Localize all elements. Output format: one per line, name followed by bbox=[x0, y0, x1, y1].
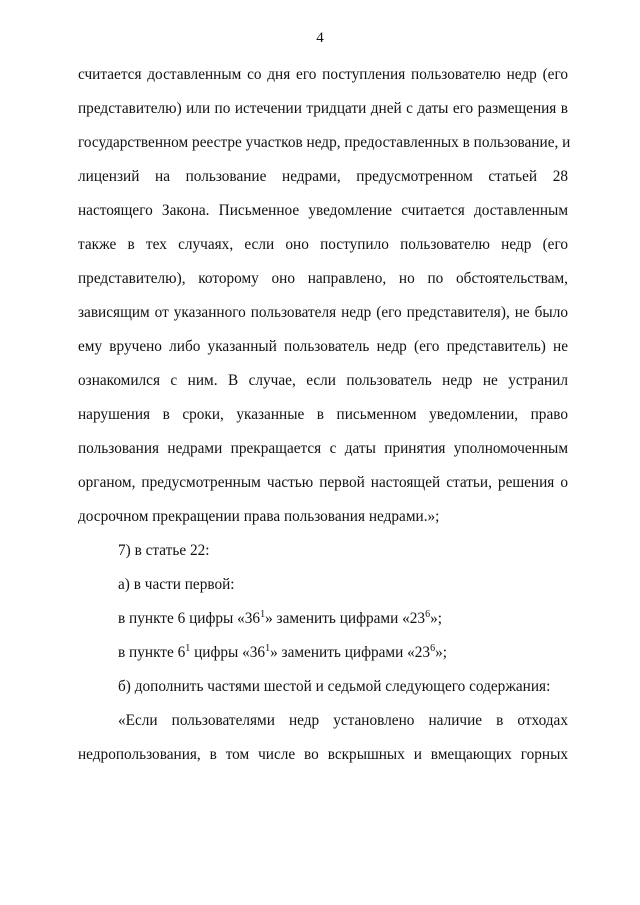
text-line: досрочном прекращении права пользования недрами.»; bbox=[78, 508, 440, 525]
point6-text-middle: » заменить цифрами «23 bbox=[265, 610, 426, 627]
point6-text-after: »; bbox=[430, 610, 442, 627]
point61-text-after: »; bbox=[435, 644, 447, 661]
amendment-point-6 bbox=[78, 602, 568, 636]
text-line: органом, предусмотренным частью первой настоящей статьи, решения о bbox=[78, 474, 568, 491]
document-body bbox=[78, 58, 571, 772]
text-line: нарушения в сроки, указанные в письменном уведомлении, право bbox=[78, 406, 568, 423]
item-b-heading: б) дополнить частями шестой и седьмой следующего содержания: bbox=[118, 678, 551, 695]
point61-text-before: в пункте 6 bbox=[118, 644, 186, 661]
text-line: представителю) или по истечении тридцати дней с даты его размещения в bbox=[78, 100, 568, 117]
text-line: представителю), которому оно направлено, но по обстоятельствам, bbox=[78, 270, 568, 287]
amendment-point-6-1 bbox=[78, 636, 568, 670]
superscript: 1 bbox=[260, 608, 266, 620]
point6-text-before: в пункте 6 цифры «36 bbox=[118, 610, 261, 627]
text-line: считается доставленным со дня его поступления пользователю недр (его bbox=[78, 66, 568, 83]
superscript: 1 bbox=[185, 642, 191, 654]
text-line: также в тех случаях, если оно поступило пользователю недр (его bbox=[78, 236, 568, 253]
text-line: пользования недрами прекращается с даты принятия уполномоченным bbox=[78, 440, 568, 457]
text-line: ему вручено либо указанный пользователь недр (его представитель) не bbox=[78, 338, 568, 355]
text-line: лицензий на пользование недрами, предусмотренном статьей 28 bbox=[78, 168, 568, 185]
text-line: недропользования, в том числе во вскрышных и вмещающих горных bbox=[78, 746, 568, 763]
page-number: 4 bbox=[316, 30, 324, 46]
superscript: 6 bbox=[425, 608, 431, 620]
superscript: 6 bbox=[430, 642, 436, 654]
text-line: государственном реестре участков недр, предоставленных в пользование, и bbox=[78, 134, 571, 151]
superscript: 1 bbox=[265, 642, 271, 654]
text-line: зависящим от указанного пользователя недр (его представителя), не было bbox=[78, 304, 568, 321]
text-line: настоящего Закона. Письменное уведомление считается доставленным bbox=[78, 202, 568, 219]
point61-text-middle2: » заменить цифрами «23 bbox=[270, 644, 431, 661]
item-a-heading: а) в части первой: bbox=[118, 576, 235, 593]
text-line: ознакомился с ним. В случае, если пользователь недр не устранил bbox=[78, 372, 568, 389]
item-7-heading: 7) в статье 22: bbox=[118, 542, 210, 559]
point61-text-middle1: цифры «36 bbox=[190, 644, 266, 661]
text-line: «Если пользователями недр установлено наличие в отходах bbox=[118, 712, 568, 729]
